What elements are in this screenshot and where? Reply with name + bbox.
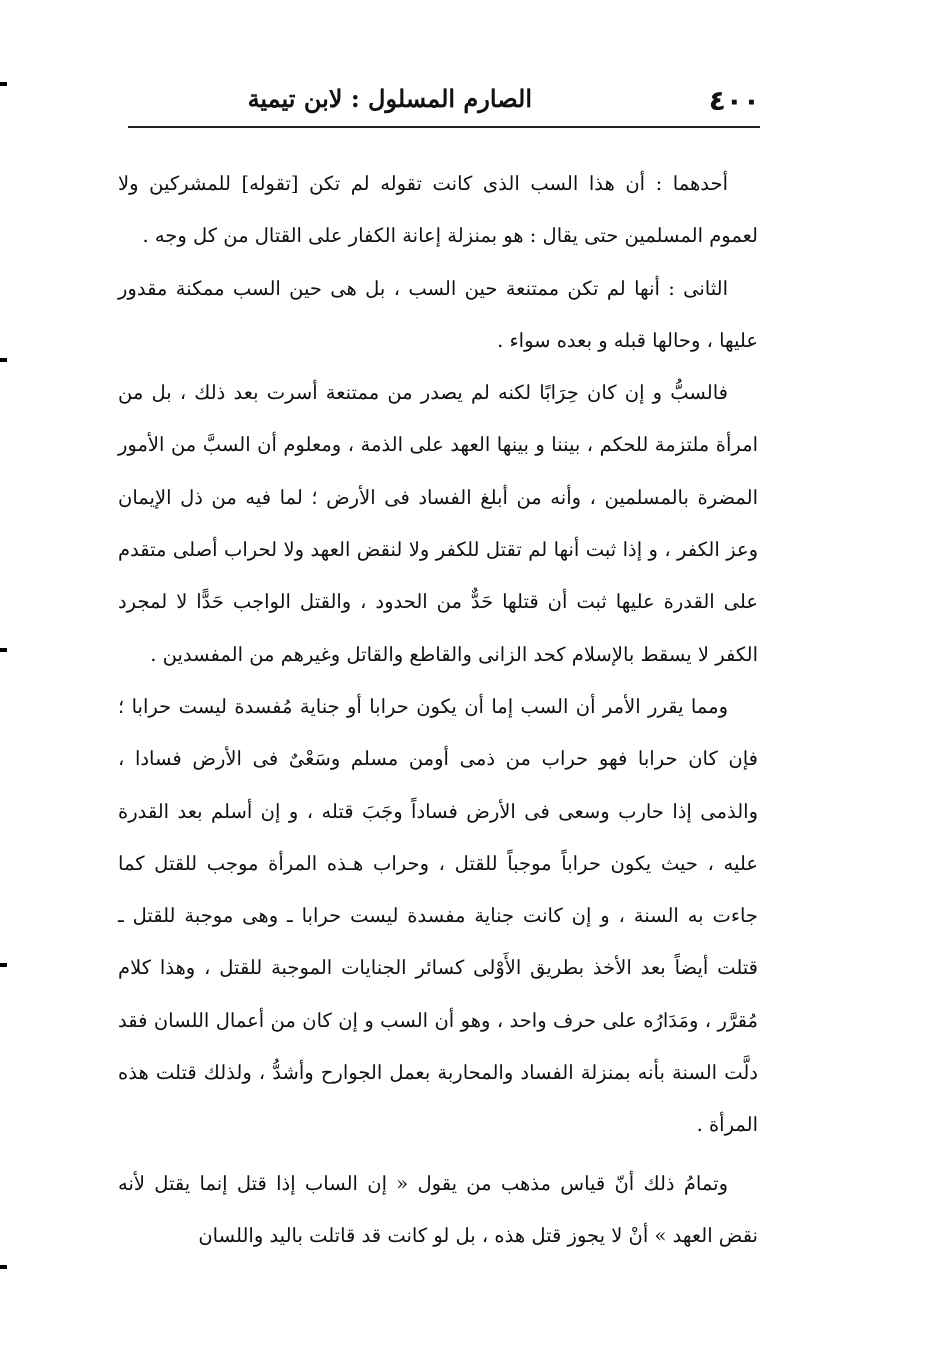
running-title: الصارم المسلول : لابن تيمية [247, 84, 532, 113]
scan-edge-mark [0, 1265, 7, 1269]
paragraph-completion: وتمامُ ذلك أنّ قياس مذهب من يقول « إن الساب إذا قتل إنما يقتل لأنه نقض العهد » أنْ لا يجوز قتل هذه ، بل لو كانت قد قاتلت باليد واللسان [118, 1171, 758, 1247]
paragraph-insult-as-crime: فالسبُّ و إن كان حِرَابًا لكنه لم يصدر من ممتنعة أسرت بعد ذلك ، بل من امرأة ملتزمة للحكم ، بيننا و بينها العهد على الذمة ، ومعلوم أن السبَّ من الأمور المضرة بالمسلمين ، وأنه من أبلغ الفساد فى الأرض ؛ لما فيه من ذل الإيمان وعز الكفر ، و إذا ثبت أنها لم تقتل للكفر ولا لنقض العهد ولا لحراب أصلى متقدم على القدرة عليها ثبت أن قتلها حَدٌّ من الحدود ، والقتل الواجب حَدًّا لا لمجرد الكفر لا يسقط بالإسلام كحد الزانى والقاطع والقاتل وغيرهم من المفسدين . [118, 381, 758, 666]
page-header [128, 82, 760, 124]
header-rule [128, 126, 760, 128]
paragraph-first-point: أحدهما : أن هذا السب الذى كانت تقوله لم تكن [تقوله] للمشركين ولا لعموم المسلمين حتى يقال : هو بمنزلة إعانة الكفار على القتال من كل وجه . [118, 172, 758, 248]
page-number: ٤٠٠ [708, 84, 760, 117]
scan-edge-mark [0, 82, 7, 86]
paragraph-confirmation: ومما يقرر الأمر أن السب إما أن يكون حرابا أو جناية مُفسدة ليست حرابا ؛ فإن كان حرابا فهو حراب من ذمى أومن مسلم وسَعْىٌ فى الأرض فسادا ، والذمى إذا حارب وسعى فى الأرض فساداً وجَبَ قتله ، و إن أسلم بعد القدرة عليه ، حيث يكون حراباً موجباً للقتل ، وحراب هـذه المرأة موجب للقتل كما جاءت به السنة ، و إن كانت جناية مفسدة ليست حرابا ـ وهى موجبة للقتل ـ قتلت أيضاً بعد الأخذ بطريق الأَوْلى كسائر الجنايات الموجبة للقتل ، وهذا كلام مُقرَّر ، ومَدَارُه على حرف واحد ، وهو أن السب و إن كان من أعمال اللسان فقد دلَّت السنة بأنه بمنزلة الفساد والمحاربة بعمل الجوارح وأشدُّ ، ولذلك قتلت هذه المرأة . [118, 694, 758, 1137]
paragraph-second-point: الثانى : أنها لم تكن ممتنعة حين السب ، بل هى حين السب ممكنة مقدور عليها ، وحالها قبله و بعده سواء . [118, 276, 758, 352]
page-body [118, 158, 758, 1262]
scan-edge-mark [0, 648, 7, 652]
scan-edge-mark [0, 963, 7, 967]
scan-edge-mark [0, 358, 7, 362]
